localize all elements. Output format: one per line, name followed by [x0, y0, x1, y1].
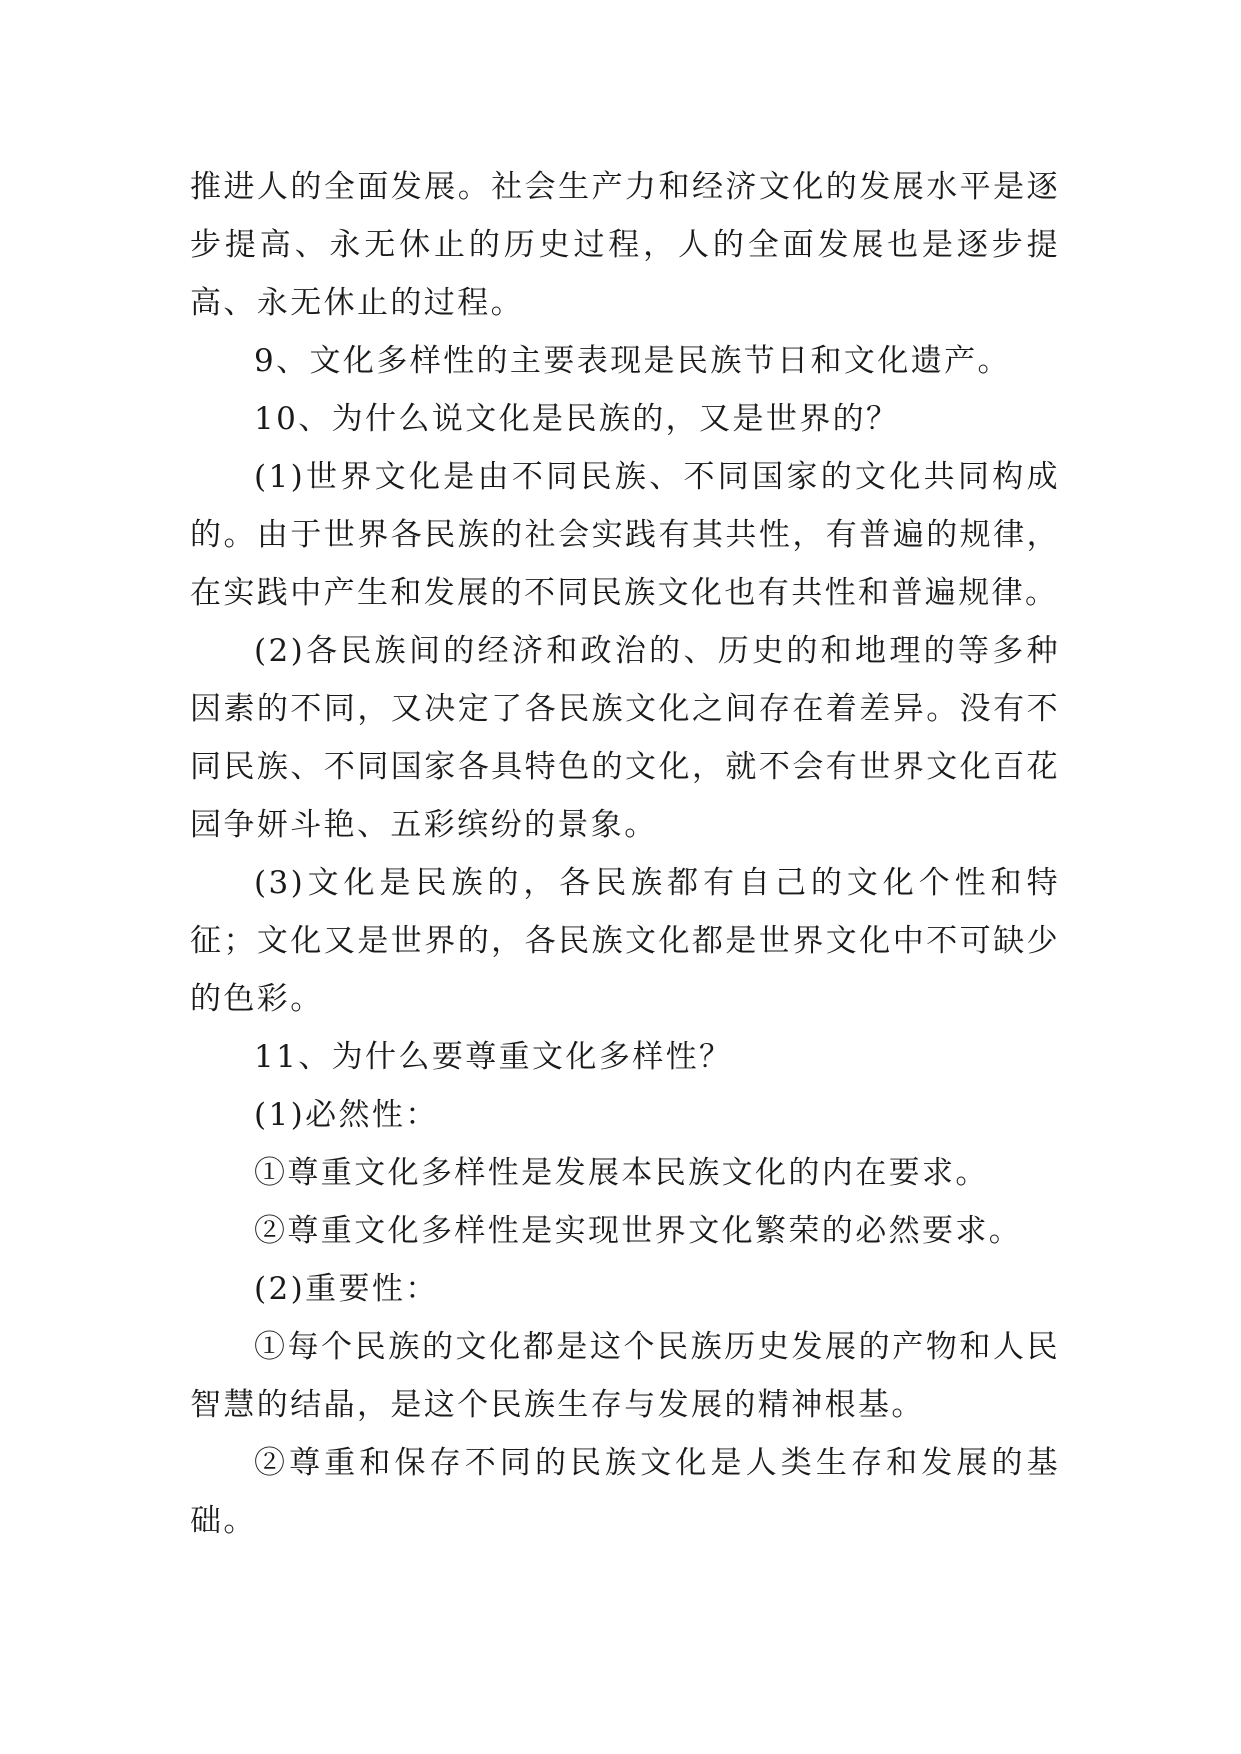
paragraph-item-11-question: 11、为什么要尊重文化多样性？	[254, 1039, 733, 1075]
document-body	[190, 158, 1060, 1550]
paragraph-item-11-importance-2: ②尊重和保存不同的民族文化是人类生存和发展的基础。	[190, 1445, 1060, 1539]
paragraph-item-11-heading-1: (1)必然性：	[254, 1097, 439, 1133]
paragraph-item-11-necessity-2: ②尊重文化多样性是实现世界文化繁荣的必然要求。	[254, 1213, 1023, 1249]
paragraph-item-10-point-1: (1)世界文化是由不同民族、不同国家的文化共同构成的。由于世界各民族的社会实践有其共性，有普遍的规律，在实践中产生和发展的不同民族文化也有共性和普遍规律。	[190, 459, 1060, 611]
paragraph-item-11-importance-1: ①每个民族的文化都是这个民族历史发展的产物和人民智慧的结晶，是这个民族生存与发展的精神根基。	[190, 1329, 1060, 1423]
paragraph-item-9: 9、文化多样性的主要表现是民族节日和文化遗产。	[254, 343, 1011, 379]
paragraph-item-11-heading-2: (2)重要性：	[254, 1271, 439, 1307]
paragraph-continuation: 推进人的全面发展。社会生产力和经济文化的发展水平是逐步提高、永无休止的历史过程，人的全面发展也是逐步提高、永无休止的过程。	[190, 169, 1060, 321]
paragraph-item-10-question: 10、为什么说文化是民族的，又是世界的？	[254, 401, 900, 437]
paragraph-item-11-necessity-1: ①尊重文化多样性是发展本民族文化的内在要求。	[254, 1155, 989, 1191]
paragraph-item-10-point-3: (3)文化是民族的，各民族都有自己的文化个性和特征；文化又是世界的，各民族文化都是世界文化中不可缺少的色彩。	[190, 865, 1060, 1017]
paragraph-item-10-point-2: (2)各民族间的经济和政治的、历史的和地理的等多种因素的不同，又决定了各民族文化之间存在着差异。没有不同民族、不同国家各具特色的文化，就不会有世界文化百花园争妍斗艳、五彩缤纷的景象。	[190, 633, 1060, 843]
